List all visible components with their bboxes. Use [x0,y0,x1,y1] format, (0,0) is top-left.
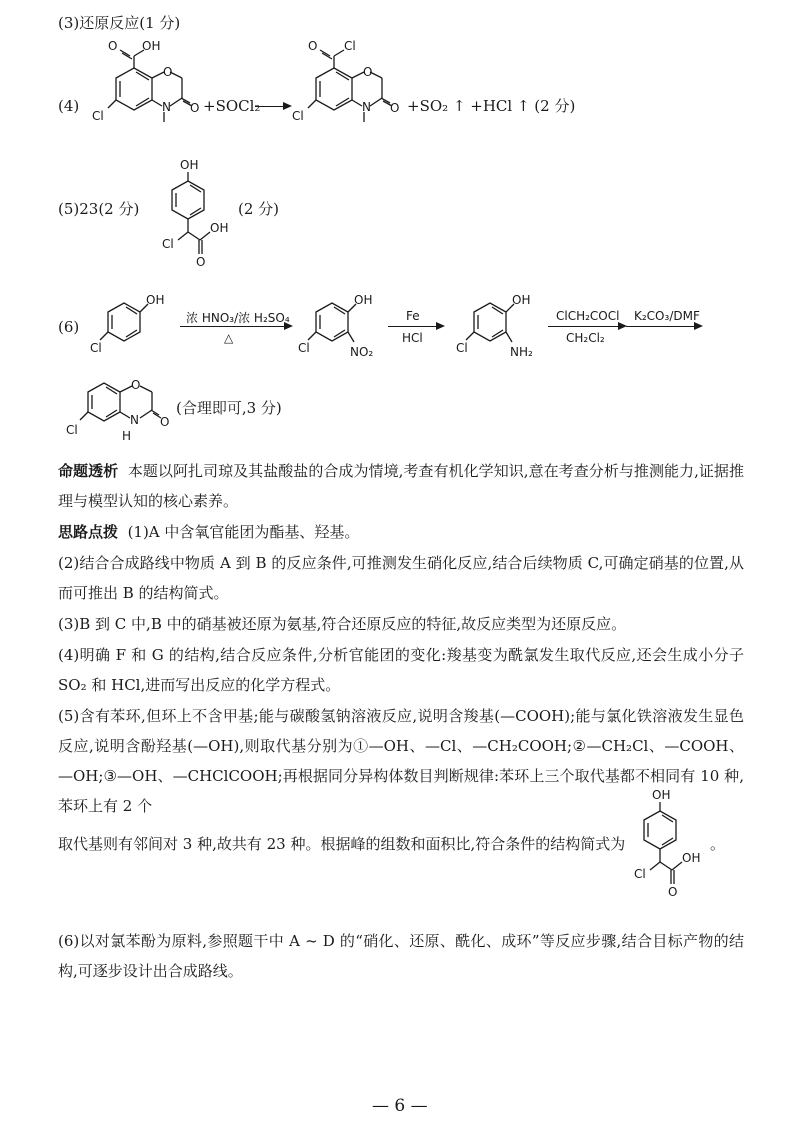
analysis-text: 本题以阿扎司琼及其盐酸盐的合成为情境,考查有机化学知识,意在考查分析与推测能力,证据推理与模型认知的核心素养。 [58,462,744,510]
q6-cond2-top: Fe [406,309,420,323]
h-label: H [122,429,132,443]
hints-p1-paragraph [58,517,744,547]
q6-nitro-phenol [294,288,384,360]
cl-label: Cl [162,237,174,251]
acyl-cl-label: Cl [344,39,356,53]
ring-o-label: O [363,65,373,79]
cl-label: Cl [292,109,304,123]
acid-oh-label: OH [210,221,229,235]
q6-cond1-top: 浓 HNO₃/浓 H₂SO₄ [186,311,290,325]
oh-label: OH [354,293,373,307]
oh-label: OH [146,293,165,307]
hints-p6: (6)以对氯苯酚为原料,参照题干中 A ~ D 的“硝化、还原、酰化、成环”等反应步骤,结合目标产物的结构,可逐步设计出合成路线。 [58,932,744,980]
n-label: N [362,100,371,114]
q6-arrow4-head [694,322,703,330]
carbonyl-o-label: O [108,39,118,53]
hints-p1: (1)A 中含氧官能团为酯基、羟基。 [127,523,360,541]
q4-reactant-structure [86,38,206,148]
hints-p5b: 取代基则有邻间对 3 种,故共有 23 种。根据峰的组数和面积比,符合条件的结构简式为 [58,835,626,853]
page-number: — 6 — [372,1096,428,1116]
q6-note: (合理即可,3 分) [176,399,282,417]
n-label: N [130,413,139,427]
hints-p5: (5)含有苯环,但环上不含甲基;能与碳酸氢钠溶液反应,说明含羧基(—COOH);能与氯化铁溶液发生显色反应,说明含酚羟基(—OH),则取代基分别为①—OH、—Cl、—CH₂COOH;②—CH₂Cl、—COOH、—OH;③—OH、—CHClCOOH;再根据同分异构体数目判断规律:苯环上三个取代基都不相同有 10 种,苯环上有 2 个 [58,707,744,815]
q4-byproducts: +SO₂ ↑ +HCl ↑ (2 分) [407,97,576,115]
q6-final-product [62,368,182,448]
cl-label: Cl [634,867,646,881]
cl-label: Cl [90,341,102,355]
q6-cond1-bottom: △ [224,331,234,345]
lactam-o-label: O [390,101,400,115]
hints-title: 思路点拨 [58,523,119,541]
q4-label: (4) [58,97,80,115]
cl-label: Cl [456,341,468,355]
cl-label: Cl [92,109,104,123]
q4-reagent: +SOCl₂ [203,97,261,115]
acid-oh-label: OH [682,851,701,865]
q6-p-chlorophenol [86,288,166,358]
q6-cond2-bottom: HCl [402,331,423,345]
acid-o-label: O [668,885,678,899]
q6-cond3-top: ClCH₂COCl [556,309,620,323]
no2-label: NO₂ [350,345,374,359]
phenol-oh-label: OH [180,158,199,172]
q6-arrow2 [388,326,438,327]
hints-p5-end: 。 [710,835,726,853]
hints-p5-structure [624,790,714,918]
hints-p4: (4)明确 F 和 G 的结构,结合反应条件,分析官能团的变化:羧基变为酰氯发生取代反应,还会生成小分子 SO₂ 和 HCl,进而写出反应的化学方程式。 [58,646,744,694]
lactam-o-label: O [160,415,170,429]
n-label: N [162,100,171,114]
q6-arrow3 [548,326,620,327]
ring-o-label: O [131,378,141,392]
q6-amino-phenol [452,288,542,360]
analysis-paragraph [58,456,744,516]
cl-label: Cl [66,423,78,437]
carbonyl-o-label: O [308,39,318,53]
phenol-oh-label: OH [652,788,671,802]
acid-oh-label: OH [142,39,161,53]
q5-answer: (5)23(2 分) [58,200,140,218]
q6-cond4-top: K₂CO₃/DMF [634,309,700,323]
q4-product-structure [286,38,406,148]
q6-cond3-bottom: CH₂Cl₂ [566,331,605,345]
q6-arrow1 [180,326,286,327]
q6-label: (6) [58,318,80,336]
hints-p2: (2)结合合成路线中物质 A 到 B 的反应条件,可推测发生硝化反应,结合后续物质 C,可确定硝基的位置,从而可推出 B 的结构简式。 [58,554,744,602]
cl-label: Cl [298,341,310,355]
q4-arrow [255,106,285,107]
analysis-title: 命题透析 [58,462,119,480]
nh2-label: NH₂ [510,345,533,359]
q5-score: (2 分) [238,200,280,218]
q6-arrow4 [626,326,696,327]
lactam-o-label: O [190,101,200,115]
ring-o-label: O [163,65,173,79]
q6-arrow1-head [284,322,293,330]
hints-p3: (3)B 到 C 中,B 中的硝基被还原为氨基,符合还原反应的特征,故反应类型为还原反应。 [58,615,627,633]
oh-label: OH [512,293,531,307]
acid-o-label: O [196,255,206,269]
q6-arrow2-head [436,322,445,330]
q5-structure [152,160,242,280]
q3-answer: (3)还原反应(1 分) [58,14,181,32]
